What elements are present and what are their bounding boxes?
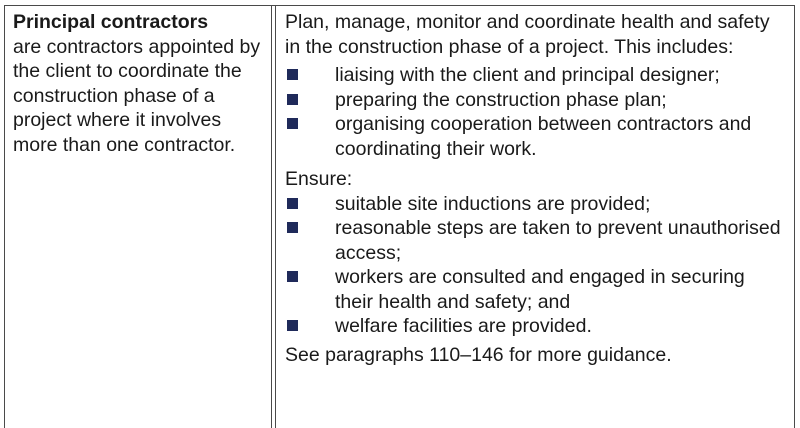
- list-item-text: organising cooperation between contractors and coordinating their work.: [335, 113, 752, 160]
- guidance-reference: See paragraphs 110–146 for more guidance.: [285, 343, 672, 366]
- list-item: [285, 88, 785, 113]
- list-item: [285, 265, 785, 314]
- list-item: [285, 192, 785, 217]
- includes-list: [285, 63, 785, 161]
- list-item-text: workers are consulted and engaged in securing their health and safety; and: [335, 266, 745, 313]
- role-definition: are contractors appointed by the client to coordinate the construction phase of a project where it involves more than one contractor.: [13, 35, 261, 156]
- table-column-divider: [271, 5, 272, 428]
- square-bullet-icon: [287, 94, 298, 105]
- duties-intro: Plan, manage, monitor and coordinate health and safety in the construction phase of a project. This includes:: [285, 11, 770, 58]
- list-item-text: liaising with the client and principal designer;: [335, 64, 720, 86]
- list-item-text: welfare facilities are provided.: [335, 315, 592, 337]
- square-bullet-icon: [287, 118, 298, 129]
- list-item: [285, 216, 785, 265]
- list-item-text: suitable site inductions are provided;: [335, 192, 651, 215]
- ensure-list: [285, 192, 785, 339]
- square-bullet-icon: [287, 198, 298, 209]
- table-left-border: [4, 5, 5, 428]
- square-bullet-icon: [287, 271, 298, 282]
- table-right-border: [794, 5, 795, 428]
- square-bullet-icon: [287, 222, 298, 233]
- role-term: Principal contractors: [13, 11, 209, 33]
- ensure-label: Ensure:: [285, 168, 353, 190]
- list-item-text: reasonable steps are taken to prevent unauthorised access;: [335, 217, 781, 264]
- list-item-text: preparing the construction phase plan;: [335, 88, 667, 111]
- square-bullet-icon: [287, 320, 298, 331]
- table-column-divider-inner: [275, 5, 276, 428]
- duties-cell: [285, 10, 785, 367]
- list-item: [285, 112, 785, 161]
- role-cell: [13, 10, 269, 157]
- square-bullet-icon: [287, 69, 298, 80]
- list-item: [285, 314, 785, 339]
- table-top-border: [4, 5, 795, 6]
- list-item: [285, 63, 785, 88]
